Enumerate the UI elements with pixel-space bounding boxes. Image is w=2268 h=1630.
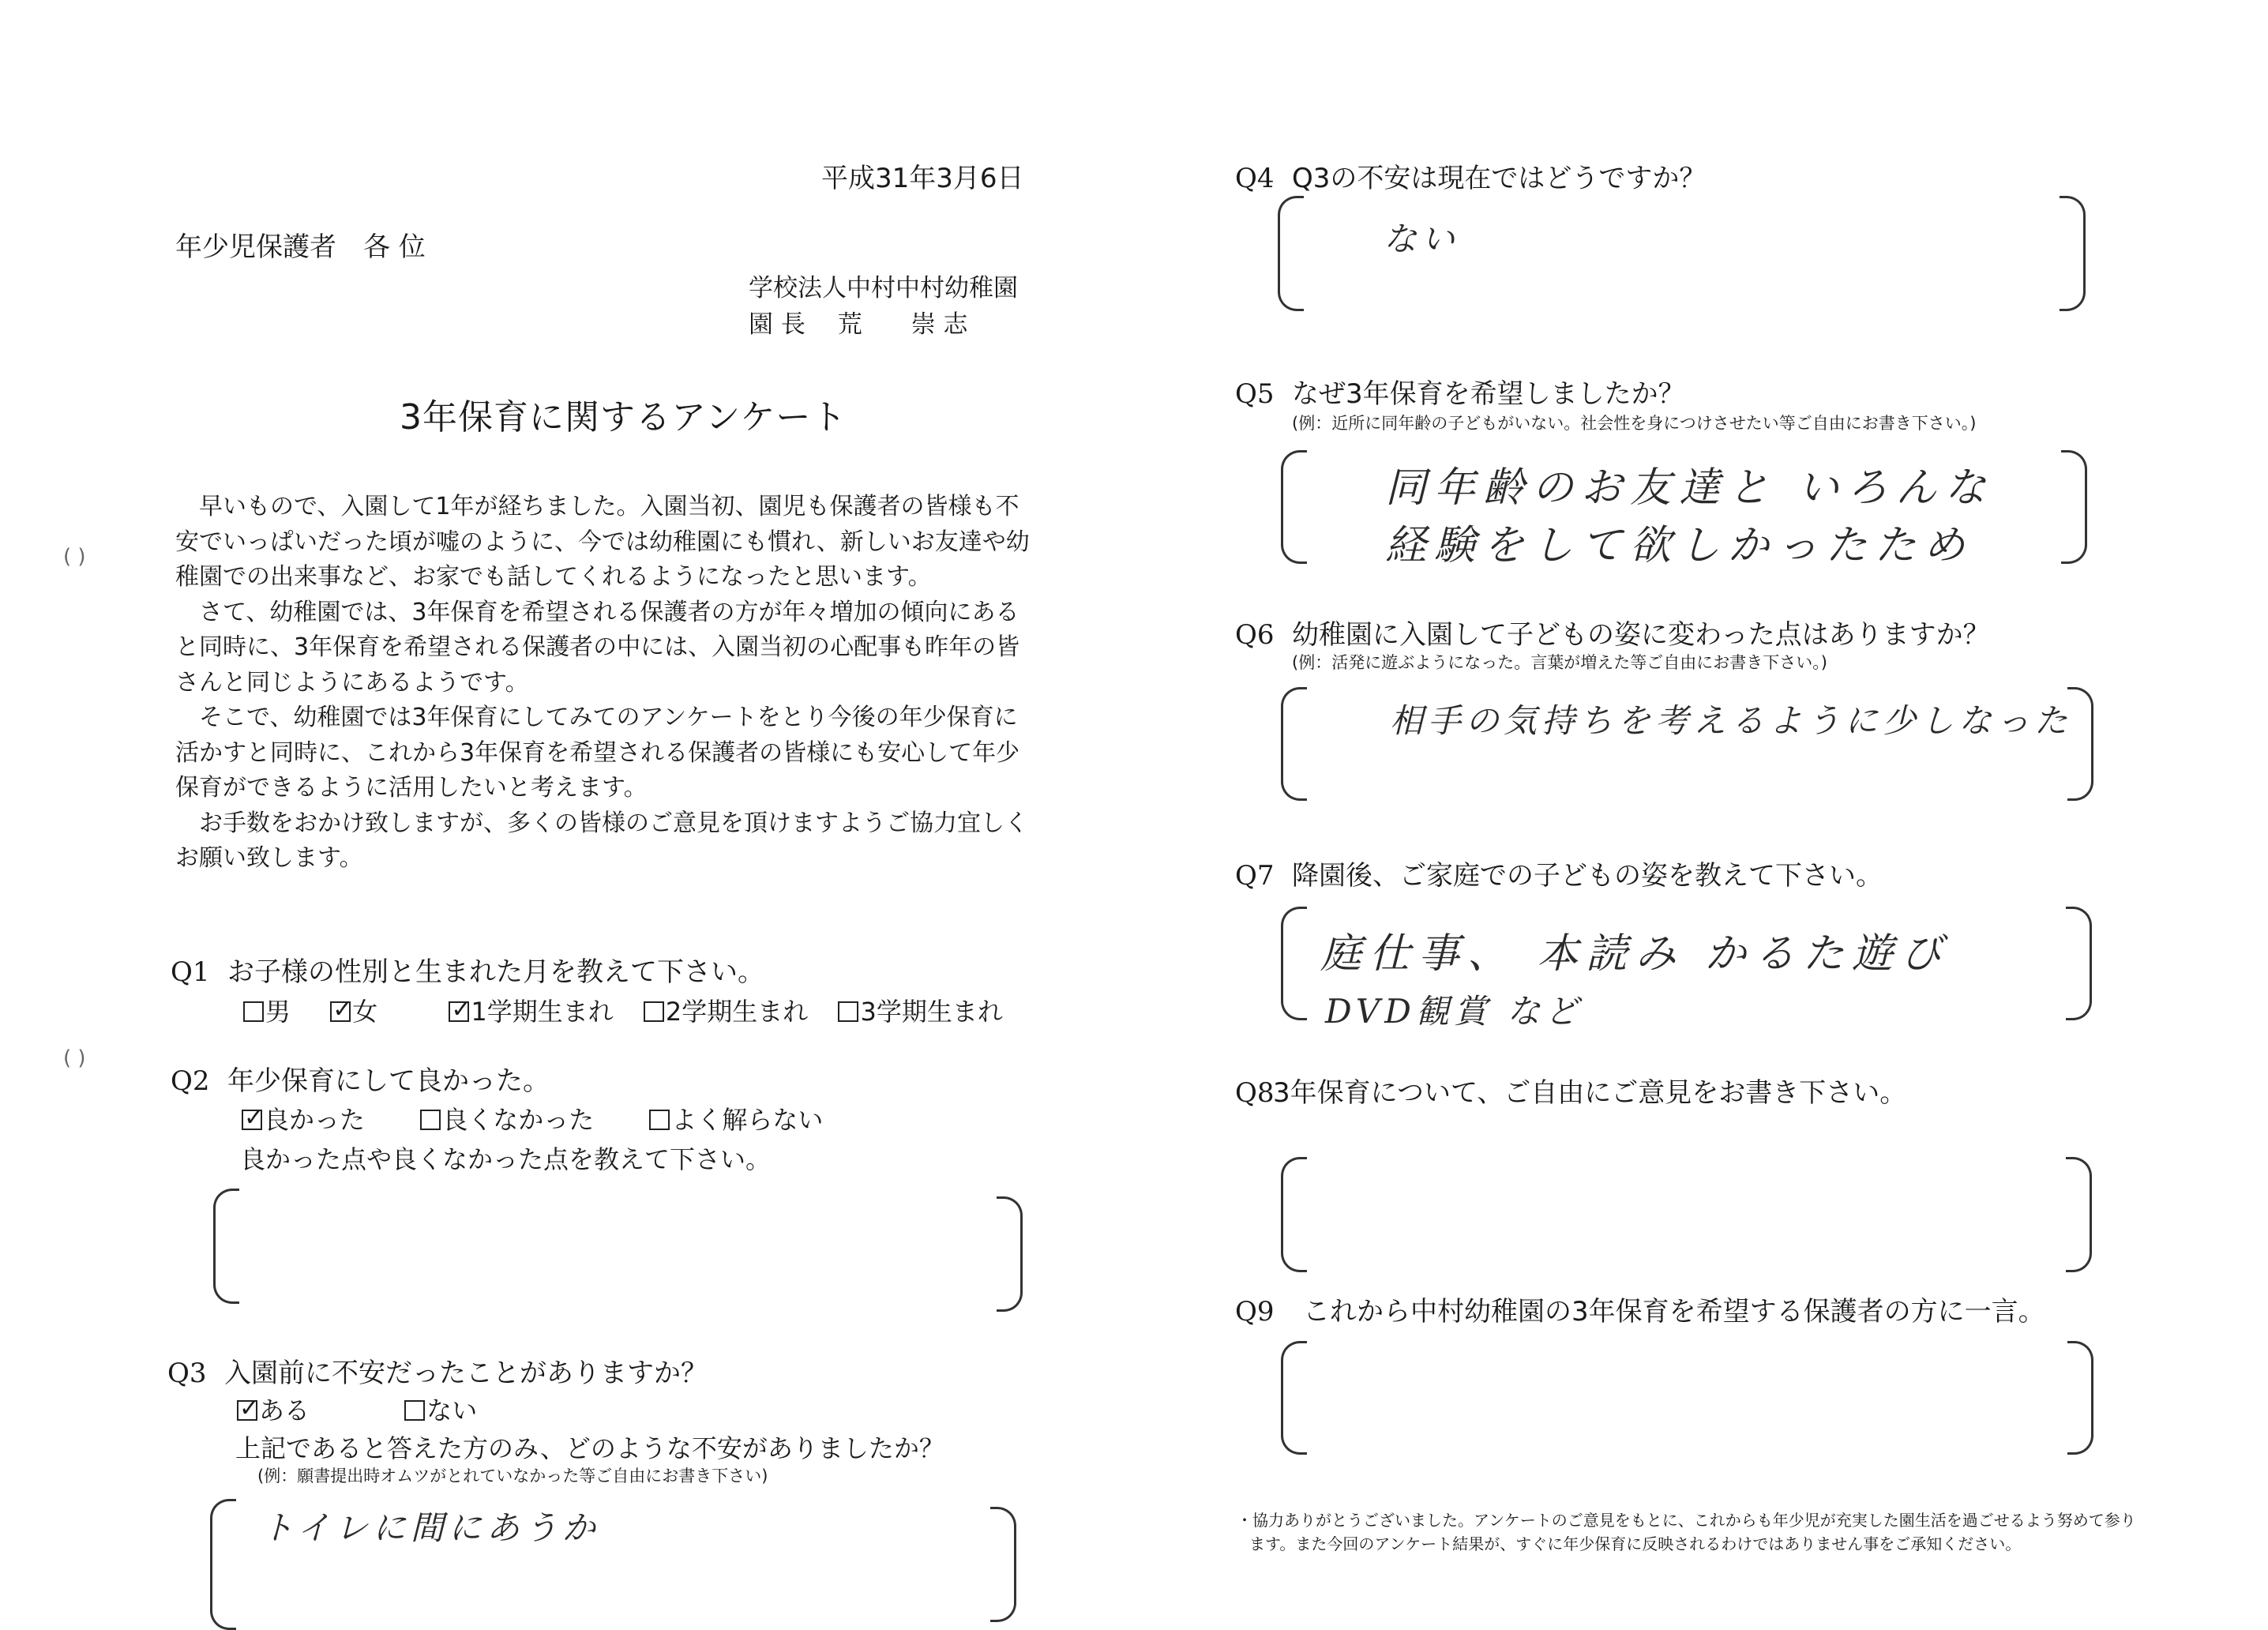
q2-option-unsure[interactable] xyxy=(649,1103,823,1136)
option-label: ある xyxy=(259,1395,310,1425)
punch-hole-mark: ( ) xyxy=(63,545,86,569)
q2-answer-field[interactable] xyxy=(253,1224,963,1271)
q5-answer-bracket-left xyxy=(1281,450,1307,564)
q2-followup: 良かった点や良くなかった点を教えて下さい。 xyxy=(240,1144,772,1174)
checkbox-female[interactable] xyxy=(330,1001,351,1022)
intro-paragraph-3: そこで、幼稚園では3年保育にしてみてのアンケートをとり今後の年少保育に活かすと同時に、これから3年保育を希望される保護者の皆様にも安心して年少保育ができるように活用したいと考えます。 xyxy=(175,704,1020,802)
q1-text: お子様の性別と生まれた月を教えて下さい。 xyxy=(227,956,764,988)
q9-answer-bracket-right xyxy=(2067,1341,2093,1455)
q9-question xyxy=(1235,1295,2045,1328)
option-label: よく解らない xyxy=(671,1105,824,1135)
q9-number: Q9 xyxy=(1235,1296,1275,1328)
q5-text: なぜ3年保育を希望しましたか？ xyxy=(1292,378,1685,410)
q8-number: Q8 xyxy=(1235,1077,1275,1109)
document-date: 平成31年3月6日 xyxy=(821,163,1024,194)
option-label: 女 xyxy=(352,997,378,1027)
q2-options xyxy=(242,1103,854,1136)
q1-option-term2[interactable] xyxy=(644,995,808,1028)
q2-question xyxy=(171,1065,550,1098)
footer-line-2: ます。また今回のアンケート結果が、すぐに年少保育に反映されるわけではありません事をご承知ください。 xyxy=(1249,1534,2022,1553)
q8-answer-field[interactable] xyxy=(1327,1189,2037,1236)
checkbox-male[interactable] xyxy=(243,1001,264,1022)
q3-question xyxy=(167,1357,708,1390)
q5-answer-line-1[interactable]: 同年齢のお友達と いろんな xyxy=(1385,464,1994,512)
q5-answer-bracket-right xyxy=(2061,450,2087,564)
q5-question xyxy=(1235,377,1685,411)
q1-number: Q1 xyxy=(171,956,210,988)
q3-followup: 上記であると答えた方のみ、どのような不安がありましたか？ xyxy=(235,1433,944,1463)
option-label: 良くなかった xyxy=(442,1105,595,1135)
q4-answer-bracket-left xyxy=(1278,196,1304,311)
checkbox-term1[interactable] xyxy=(449,1001,469,1022)
q9-answer-field[interactable] xyxy=(1327,1374,2037,1422)
q4-question xyxy=(1235,162,1706,195)
q3-example: (例：願書提出時オムツがとれていなかった等ご自由にお書き下さい) xyxy=(257,1467,768,1485)
q6-example: (例：活発に遊ぶようになった。言葉が増えた等ご自由にお書き下さい。) xyxy=(1292,653,1827,672)
recipient-line: 年少児保護者 各 位 xyxy=(175,231,426,263)
option-label: 2学期生まれ xyxy=(665,997,809,1027)
q7-answer-bracket-left xyxy=(1281,907,1307,1020)
q6-question xyxy=(1235,618,1990,652)
q9-answer-bracket-left xyxy=(1281,1341,1307,1455)
q6-number: Q6 xyxy=(1235,619,1275,651)
option-label: ない xyxy=(426,1395,478,1425)
q4-answer-field[interactable]: ない xyxy=(1384,220,1460,258)
q8-answer-bracket-right xyxy=(2066,1157,2092,1272)
q1-option-term3[interactable] xyxy=(838,995,1002,1028)
intro-paragraph-2: さて、幼稚園では、3年保育を希望される保護者の方が年々増加の傾向にあると同時に、3年保育を希望される保護者の中には、入園当初の心配事も昨年の皆さんと同じようにあるようです。 xyxy=(175,598,1020,697)
checkbox-no[interactable] xyxy=(404,1400,425,1421)
punch-hole-mark: ( ) xyxy=(63,1046,86,1070)
checkbox-good[interactable] xyxy=(242,1110,262,1130)
q7-number: Q7 xyxy=(1235,860,1275,892)
q9-text: これから中村幼稚園の3年保育を希望する保護者の方に一言。 xyxy=(1303,1296,2045,1328)
q1-option-female[interactable] xyxy=(330,995,377,1028)
q3-answer-field[interactable]: トイレに間にあうか xyxy=(261,1508,600,1547)
q3-options xyxy=(237,1394,509,1427)
intro-paragraph-1: 早いもので、入園して1年が経ちました。入園当初、園児も保護者の皆様も不安でいっぱいだった頃が嘘のように、今では幼稚園にも慣れ、新しいお友達や幼稚園での出来事など、お家でも話してくれるようになったと思います。 xyxy=(175,493,1030,591)
q7-answer-bracket-right xyxy=(2066,907,2092,1020)
checkbox-yes[interactable] xyxy=(237,1400,257,1421)
footer-line-1: ・協力ありがとうございました。アンケートのご意見をもとに、これからも年少児が充実した園生活を過ごせるよう努めて参り xyxy=(1237,1511,2136,1530)
q2-option-good[interactable] xyxy=(242,1103,365,1136)
option-label: 良かった xyxy=(264,1105,366,1135)
q8-question xyxy=(1235,1076,1906,1110)
checkbox-term2[interactable] xyxy=(644,1001,664,1022)
q5-answer-line-2[interactable]: 経験をして欲しかったため xyxy=(1385,522,1973,569)
q3-option-no[interactable] xyxy=(404,1394,477,1427)
checkbox-term3[interactable] xyxy=(838,1001,858,1022)
q6-answer-bracket-left xyxy=(1281,687,1307,801)
q2-answer-bracket-left xyxy=(213,1189,239,1304)
q7-answer-line-2[interactable]: DVD観賞 など xyxy=(1325,992,1583,1031)
option-label: 男 xyxy=(265,997,291,1027)
school-name: 学校法人中村中村幼稚園 xyxy=(749,274,1018,302)
q6-answer-field[interactable]: 相手の気持ちを考えるように少しなった xyxy=(1390,701,2073,740)
q3-text: 入園前に不安だったことがありますか？ xyxy=(224,1358,708,1389)
checkbox-not-good[interactable] xyxy=(420,1110,441,1130)
q4-answer-bracket-right xyxy=(2060,196,2086,311)
q5-number: Q5 xyxy=(1235,378,1275,410)
q1-option-male[interactable] xyxy=(243,995,291,1028)
q1-option-term1[interactable] xyxy=(449,995,613,1028)
q2-number: Q2 xyxy=(171,1065,210,1097)
q5-example: (例：近所に同年齢の子どもがいない。社会性を身につけさせたい等ご自由にお書き下さい。) xyxy=(1292,414,1977,433)
q2-answer-bracket-right xyxy=(997,1196,1023,1312)
q7-question xyxy=(1235,859,1883,892)
option-label: 1学期生まれ xyxy=(471,997,614,1027)
q3-answer-bracket-left xyxy=(210,1499,236,1630)
q3-option-yes[interactable] xyxy=(237,1394,310,1427)
q3-number: Q3 xyxy=(167,1358,207,1389)
page-title: 3年保育に関するアンケート xyxy=(400,397,847,438)
q7-answer-line-1[interactable]: 庭仕事、 本読み かるた遊び xyxy=(1320,930,1951,978)
q2-text: 年少保育にして良かった。 xyxy=(227,1065,550,1097)
q1-options xyxy=(243,995,1034,1028)
q8-text: 3年保育について、ご自由にご意見をお書き下さい。 xyxy=(1273,1077,1907,1109)
q4-number: Q4 xyxy=(1235,163,1275,194)
q1-question xyxy=(171,956,764,989)
intro-paragraph-4: お手数をおかけ致しますが、多くの皆様のご意見を頂けますようご協力宜しくお願い致します。 xyxy=(175,809,1028,872)
q3-answer-bracket-right xyxy=(990,1507,1016,1622)
principal-name: 園 長 荒 崇 志 xyxy=(749,310,968,339)
q2-option-not-good[interactable] xyxy=(420,1103,594,1136)
intro-text xyxy=(175,490,1040,877)
q7-text: 降園後、ご家庭での子どもの姿を教えて下さい。 xyxy=(1292,860,1883,892)
q6-text: 幼稚園に入園して子どもの姿に変わった点はありますか？ xyxy=(1292,619,1990,651)
option-label: 3学期生まれ xyxy=(860,997,1003,1027)
q8-answer-bracket-left xyxy=(1281,1157,1307,1272)
checkbox-unsure[interactable] xyxy=(649,1110,670,1130)
q4-text: Q3の不安は現在ではどうですか？ xyxy=(1292,163,1707,194)
